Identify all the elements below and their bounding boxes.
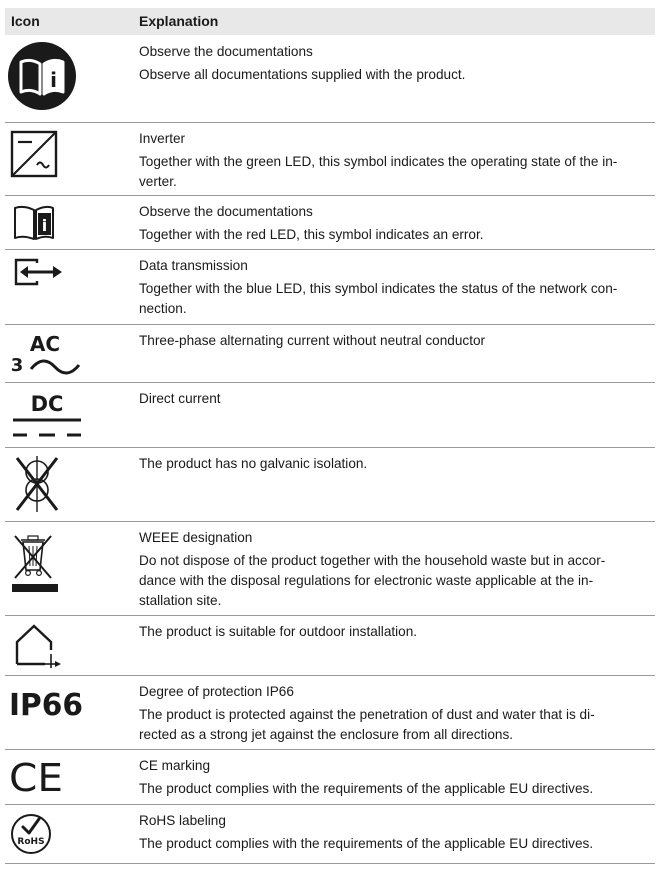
table-row (5, 383, 655, 448)
ac-label: AC (29, 332, 61, 356)
row-description-cont: dance with the disposal regulations for electronic waste applicable at the in- (139, 573, 594, 588)
rohs-icon (7, 809, 89, 857)
row-text (139, 528, 659, 611)
ip-label: IP66 (9, 688, 83, 723)
row-description: The product is protected against the penetration of dust and water that is di- (139, 707, 595, 722)
table-row (5, 250, 655, 325)
row-title: Inverter (139, 131, 186, 146)
row-description-cont: nection. (139, 301, 187, 316)
row-title: WEEE designation (139, 530, 253, 545)
ce-label: CE (9, 756, 63, 800)
table-row (5, 522, 655, 616)
data-transmission-icon (7, 254, 89, 294)
info-letter: i (41, 216, 48, 235)
row-description: The product complies with the requirements of the applicable EU directives. (139, 836, 594, 851)
row-description-cont: rected as a strong jet against the enclosure from all directions. (139, 727, 514, 742)
table-row (5, 750, 655, 805)
row-description-cont: stallation site. (139, 593, 222, 608)
row-text (139, 389, 659, 409)
observe-documentation-small-icon (7, 200, 89, 244)
table-row (5, 325, 655, 383)
row-text (139, 202, 659, 245)
row-title: Observe the documentations (139, 44, 313, 59)
row-text (139, 42, 659, 85)
row-title: RoHS labeling (139, 813, 226, 828)
row-title: The product has no galvanic isolation. (139, 456, 368, 471)
table-row (5, 36, 655, 123)
table-row (5, 805, 655, 864)
row-title: Three-phase alternating current without neutral conductor (139, 333, 486, 348)
row-title: Degree of protection IP66 (139, 684, 294, 699)
row-title: The product is suitable for outdoor installation. (139, 624, 418, 639)
row-description: Do not dispose of the product together with the household waste but in accor- (139, 553, 606, 568)
header-icon-column: Icon (11, 13, 40, 29)
table-row (5, 448, 655, 522)
three-phase-ac-icon (7, 329, 89, 379)
header-explanation-column: Explanation (139, 13, 219, 29)
row-text (139, 454, 659, 474)
row-description: Together with the red LED, this symbol indicates an error. (139, 227, 484, 242)
row-description: The product complies with the requirements of the applicable EU directives. (139, 781, 594, 796)
ce-marking-icon (7, 754, 89, 800)
table-row (5, 676, 655, 750)
row-text (139, 811, 659, 854)
ip66-icon (7, 680, 89, 726)
direct-current-icon (7, 387, 89, 443)
table-row (5, 123, 655, 196)
phase-number: 3 (10, 355, 24, 376)
row-title: CE marking (139, 758, 211, 773)
row-title: Data transmission (139, 258, 248, 273)
table-header (5, 8, 655, 35)
row-description-cont: verter. (139, 174, 177, 189)
observe-documentation-large-icon (7, 40, 89, 110)
row-description: Observe all documentations supplied with the product. (139, 67, 466, 82)
row-description: Together with the blue LED, this symbol indicates the status of the network con- (139, 281, 618, 296)
table-row (5, 196, 655, 250)
inverter-icon (7, 127, 89, 181)
rohs-label: RoHS (17, 837, 45, 847)
info-letter: i (50, 68, 57, 92)
row-text (139, 682, 659, 745)
row-title: Direct current (139, 391, 221, 406)
row-description: Together with the green LED, this symbol indicates the operating state of the in- (139, 154, 618, 169)
dc-label: DC (30, 392, 64, 416)
row-text (139, 129, 659, 192)
no-galvanic-isolation-icon (7, 452, 89, 516)
row-title: Observe the documentations (139, 204, 313, 219)
outdoor-icon (7, 620, 89, 672)
table-row (5, 616, 655, 676)
weee-icon (7, 526, 89, 594)
row-text (139, 756, 659, 799)
row-text (139, 256, 659, 319)
row-text (139, 331, 659, 351)
row-text (139, 622, 659, 642)
